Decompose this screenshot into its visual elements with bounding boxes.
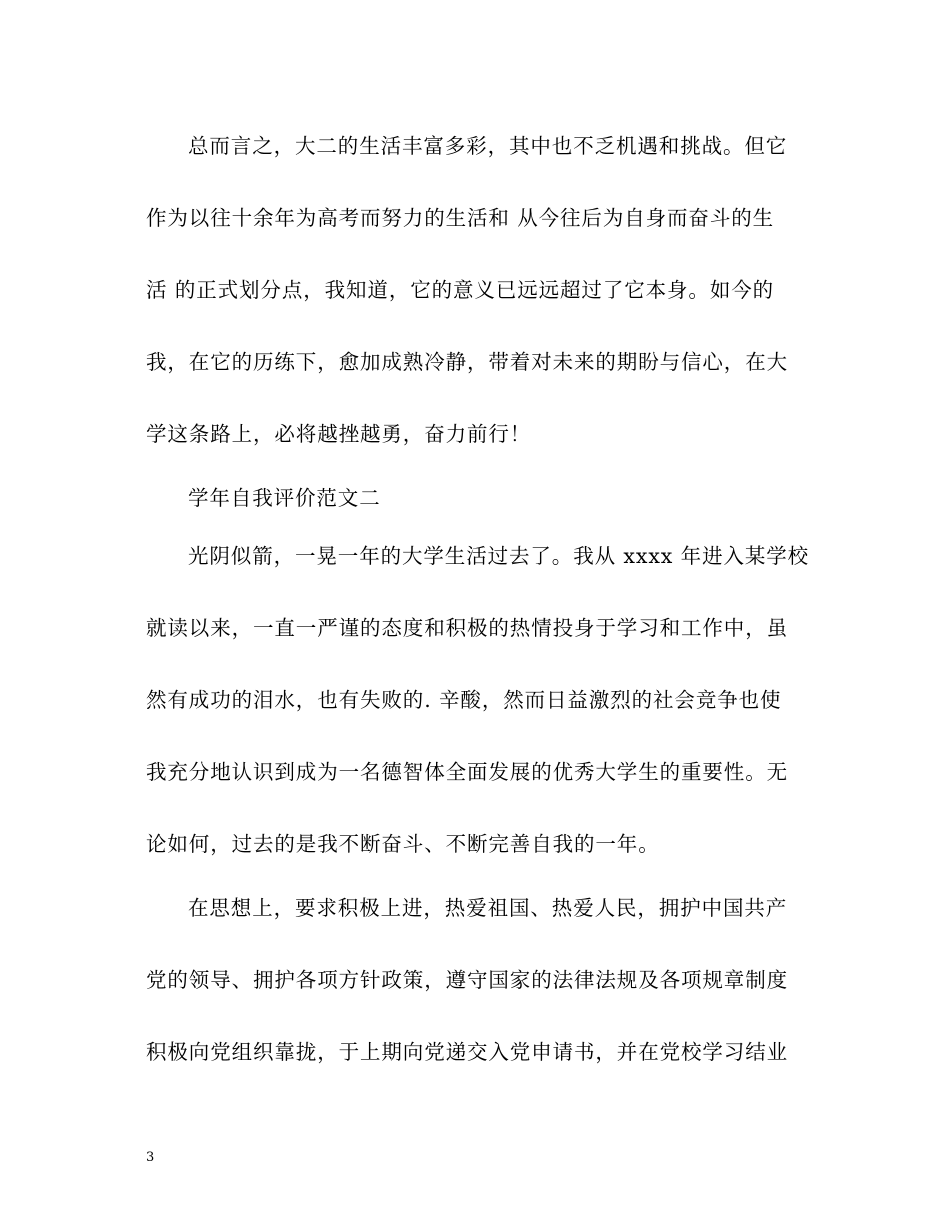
paragraph-3-line-1: 在思想上，要求积极上进，热爱祖国、热爱人民，拥护中国共产 <box>188 896 788 920</box>
paragraph-1-line-5: 学这条路上，必将越挫越勇，奋力前行！ <box>146 422 532 446</box>
paragraph-2-line-2: 就读以来，一直一严谨的态度和积极的热情投身于学习和工作中，虽 <box>146 616 788 640</box>
paragraph-1-line-1: 总而言之，大二的生活丰富多彩，其中也不乏机遇和挑战。但它 <box>188 134 788 158</box>
paragraph-1-line-3: 活 的正式划分点，我知道，它的意义已远远超过了它本身。如今的 <box>146 278 775 302</box>
paragraph-2-line-4: 我充分地认识到成为一名德智体全面发展的优秀大学生的重要性。无 <box>146 760 788 784</box>
paragraph-1-line-4: 我，在它的历练下，愈加成熟冷静，带着对未来的期盼与信心，在大 <box>146 350 788 374</box>
paragraph-3-line-3: 积极向党组织靠拢，于上期向党递交入党申请书，并在党校学习结业 <box>146 1040 788 1064</box>
paragraph-3-line-2: 党的领导、拥护各项方针政策，遵守国家的法律法规及各项规章制度 <box>146 968 788 992</box>
paragraph-2-line-3: 然有成功的泪水，也有失败的. 辛酸，然而日益激烈的社会竞争也使 <box>146 688 782 712</box>
paragraph-1-line-2: 作为以往十余年为高考而努力的生活和 从今往后为自身而奋斗的生 <box>146 206 775 230</box>
page-number: 3 <box>146 1150 155 1165</box>
paragraph-2-line-5: 论如何，过去的是我不断奋斗、不断完善自我的一年。 <box>146 832 660 856</box>
section-heading: 学年自我评价范文二 <box>188 486 381 510</box>
paragraph-2-line-1: 光阴似箭，一晃一年的大学生活过去了。我从 xxxx 年进入某学校 <box>188 544 810 568</box>
